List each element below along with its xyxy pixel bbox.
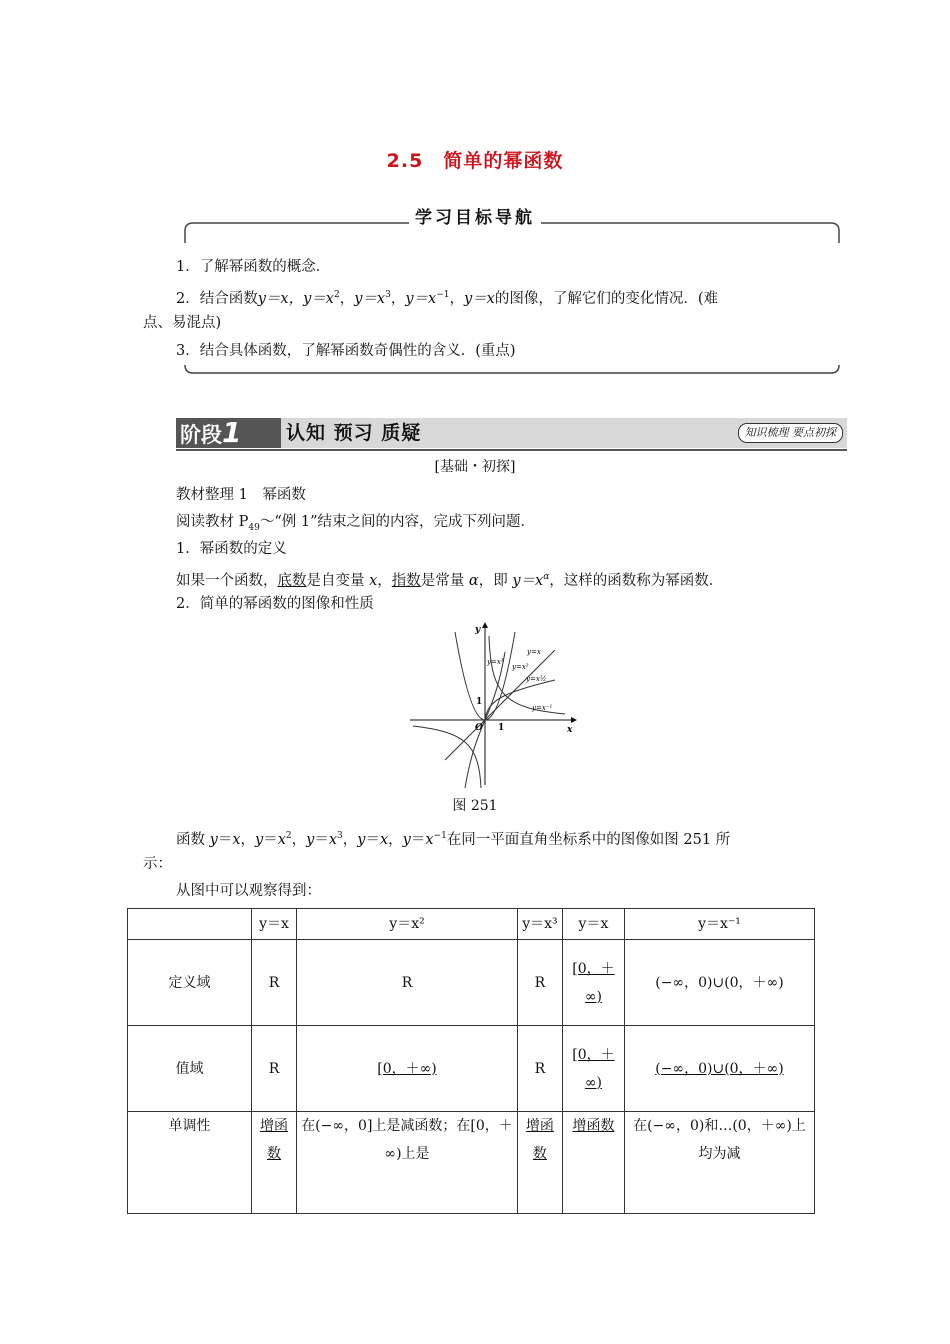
table-cell: [0，＋∞) [562, 940, 624, 1026]
table-header: y＝x² [297, 909, 518, 940]
label-x: y=x [527, 648, 541, 656]
nav-heading: 学习目标导航 [0, 203, 950, 228]
table-row [128, 940, 815, 1026]
table-cell: R [252, 1026, 297, 1112]
table-header: y＝x [252, 909, 297, 940]
table-cell: 增函数 [562, 1112, 624, 1214]
table-cell: (−∞，0)∪(0，＋∞) [624, 1026, 814, 1112]
table-cell: R [297, 940, 518, 1026]
observe-text: 从图中可以观察得到： [176, 883, 321, 899]
stage-tag: 知识梳理 要点初探 [738, 423, 844, 443]
row-label: 单调性 [128, 1112, 252, 1214]
figure-desc: 函数 y＝x，$y=x^2$，$y=x^3$，y＝x，$y=x^{-1}$在同一平面直角坐标系中的图像如图 251 所 [176, 831, 731, 848]
table-cell: 在(−∞，0]上是减函数；在[0，＋∞)上是 [297, 1112, 518, 1214]
table-cell: R [517, 940, 562, 1026]
goal-3: 3．结合具体函数，了解幂函数奇偶性的含义．(重点) [176, 343, 516, 359]
label-x3: y=x³ [487, 658, 504, 666]
table-row [128, 1112, 815, 1214]
x-axis-label: x [567, 725, 573, 735]
table-header: y＝x [562, 909, 624, 940]
stage-heading: 认知 预习 质疑 [286, 422, 422, 444]
table-header: y＝x⁻¹ [624, 909, 814, 940]
page-title: 2.5 简单的幂函数 [386, 150, 564, 172]
table-cell: [0，＋∞) [562, 1026, 624, 1112]
table-cell: [0，＋∞) [297, 1026, 518, 1112]
row-label: 值域 [128, 1026, 252, 1112]
section-label: [基础・初探] [434, 459, 516, 475]
goal-2: 2．结合函数y＝x，$y=x^2$，$y=x^3$，$y=x^{-1}$，y＝x的图像，了解它们的变化情况．(难 [176, 290, 719, 307]
curve-y-sqrt [485, 680, 555, 720]
table-cell: (−∞，0)∪(0，＋∞) [624, 940, 814, 1026]
y-axis-label: y [475, 625, 481, 635]
table-row [128, 1026, 815, 1112]
curve-y-inv-left [413, 726, 481, 788]
table-cell: 增函数 [252, 1112, 297, 1214]
origin-label: O [475, 723, 483, 733]
figure-desc-cont: 示： [143, 856, 172, 872]
stage-banner [176, 418, 847, 450]
label-x2: y=x² [512, 663, 529, 671]
figure-caption: 图 251 [452, 798, 498, 814]
label-sqrt: y=x½ [526, 675, 547, 683]
table-header-row [128, 909, 815, 940]
y-one-label: 1 [476, 697, 483, 707]
power-function-figure [405, 620, 580, 790]
properties-table [127, 908, 815, 1214]
reading-instruction: 阅读教材 $P_{49}\sim“$例 1”结束之间的内容，完成下列问题． [176, 514, 535, 533]
row-label: 定义域 [128, 940, 252, 1026]
table-cell: 在(−∞，0)和…(0，＋∞)上均为减 [624, 1112, 814, 1214]
table-cell: 增函数 [517, 1112, 562, 1214]
label-inv: y=x⁻¹ [532, 704, 553, 712]
table-header [128, 909, 252, 940]
material-title: 教材整理 1 幂函数 [176, 487, 306, 503]
def-text: 如果一个函数，底数是自变量 x，指数是常量 α，即 $y=x^\alpha$，这样的函数称为幂函数． [176, 572, 724, 589]
table-cell: R [517, 1026, 562, 1112]
def-heading: 1．幂函数的定义 [176, 541, 287, 557]
x-one-label: 1 [498, 723, 505, 733]
table-header: y＝x³ [517, 909, 562, 940]
goal-2-cont: 点、易混点) [143, 315, 222, 331]
stage-label: 阶段1 [176, 418, 281, 448]
table-cell: R [252, 940, 297, 1026]
goal-1: 1．了解幂函数的概念． [176, 259, 331, 275]
graph-heading: 2．简单的幂函数的图像和性质 [176, 596, 374, 612]
